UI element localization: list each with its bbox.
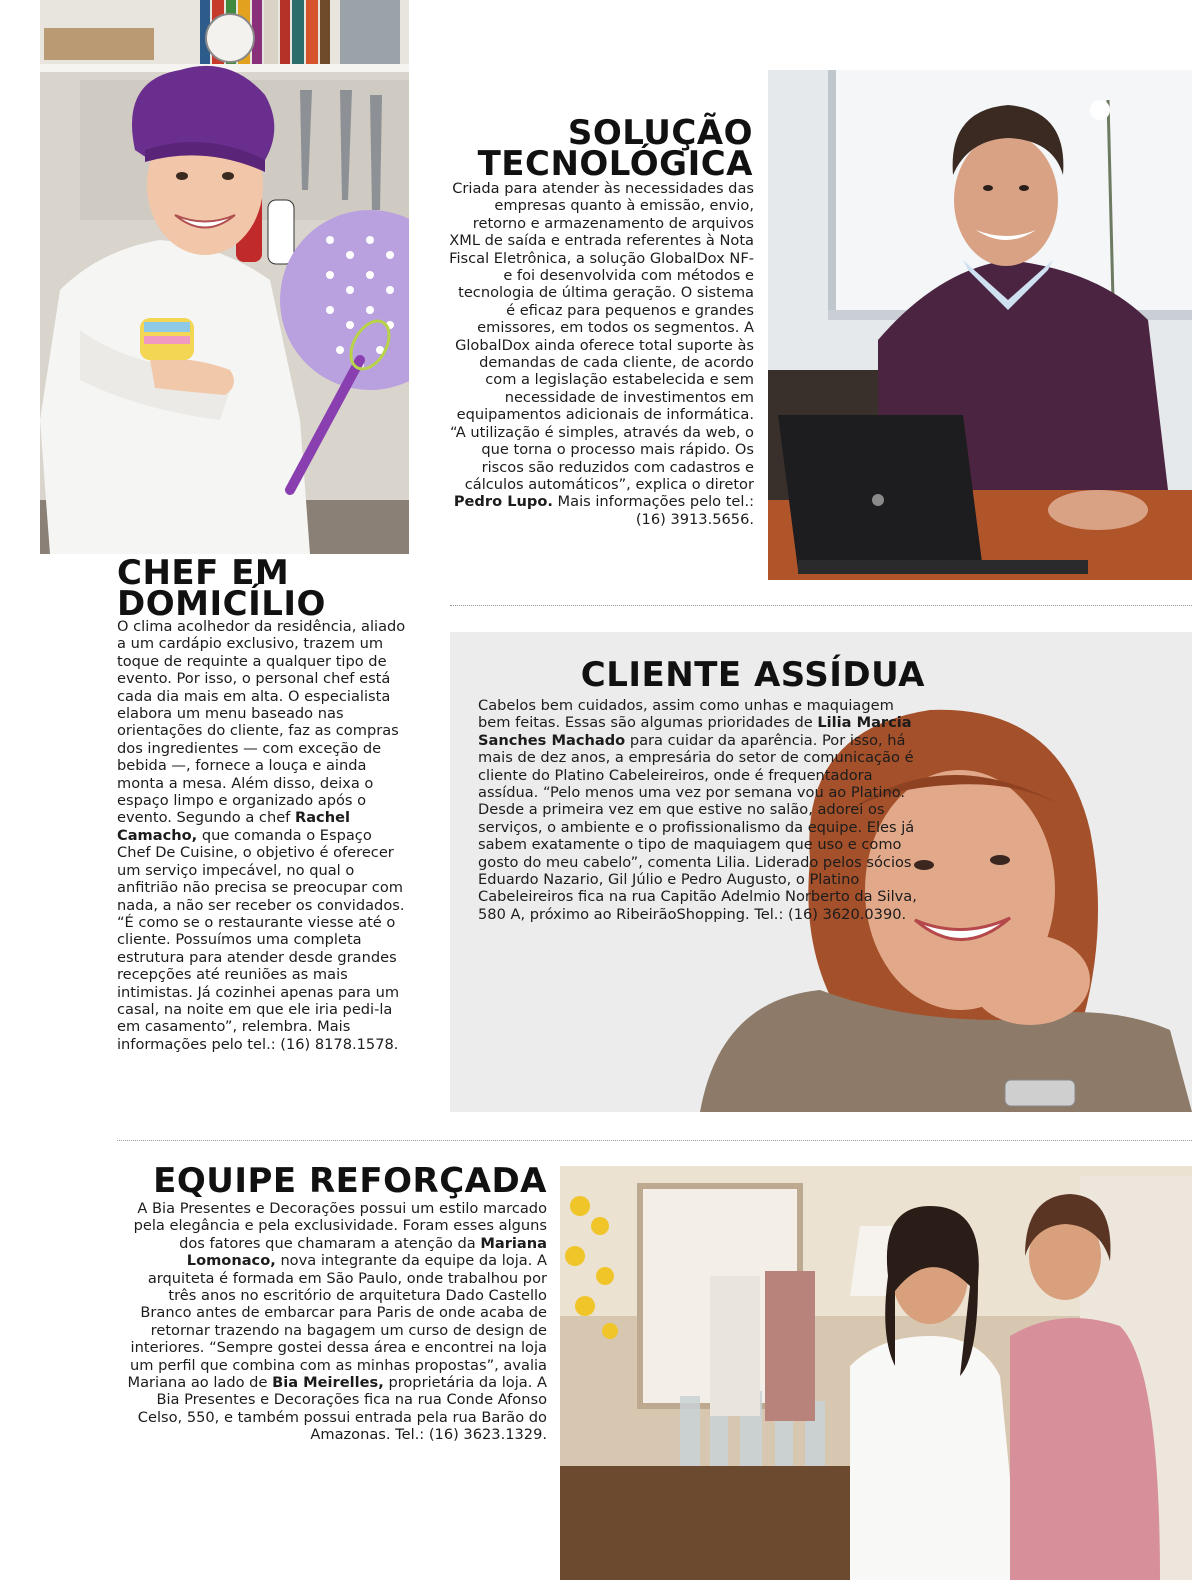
chef-title-line2: DOMICÍLIO bbox=[117, 584, 326, 624]
chef-photo bbox=[40, 0, 409, 554]
cliente-body bbox=[478, 697, 926, 923]
chef-body bbox=[117, 618, 409, 1053]
divider-bottom bbox=[117, 1140, 1192, 1141]
chef-body-text: O clima acolhedor da residência, aliado a um cardápio exclusivo, trazem um toque de requinte a qualquer tipo de evento. Por isso, o personal chef está cada dia mais em alta. O especialista elabora um menu baseado nas orientações do cliente, faz as compras dos ingredientes — com exceção de bebida —, fornece a louça e ainda monta a mesa. Além disso, deixa o espaço limpo e organizado após o evento. Segundo a chef bbox=[117, 618, 406, 827]
equipe-body-text: A Bia Presentes e Decorações possui um estilo marcado pela elegância e pela exclusividade. Foram esses alguns dos fatores que chamaram a atenção da bbox=[133, 1200, 547, 1252]
chef-title-line1: CHEF EM bbox=[117, 553, 290, 593]
solucao-title-line1: SOLUÇÃO bbox=[567, 113, 753, 153]
solucao-headline bbox=[440, 113, 753, 184]
equipe-headline: EQUIPE REFORÇADA bbox=[153, 1161, 547, 1201]
cliente-body-text: Cabelos bem cuidados, assim como unhas e maquiagem bem feitas. Essas são algumas prioridades de bbox=[478, 697, 894, 732]
equipe-body bbox=[117, 1200, 547, 1444]
cliente-headline: CLIENTE ASSÍDUA bbox=[580, 655, 925, 695]
solucao-body bbox=[445, 180, 754, 528]
solucao-contact: Mais informações pelo tel.: (16) 3913.5656. bbox=[557, 493, 754, 528]
solucao-title-line2: TECNOLÓGICA bbox=[477, 144, 753, 184]
chef-person-name: Rachel Camacho, bbox=[117, 809, 350, 844]
solucao-person-name: Pedro Lupo. bbox=[453, 493, 553, 511]
divider-top bbox=[450, 605, 1192, 606]
chef-body-text-end: que comanda o Espaço Chef De Cuisine, o objetivo é oferecer um serviço impecável, no qual o anfitrião não precisa se preocupar com nada, a não ser receber os convidados. “É como se o restaurante viesse até o cliente. Possuímos uma completa estrutura para atender desde grandes recepções até reuniões as mais intimistas. Já cozinhei apenas para um casal, na noite em que ele iria pedi-la em casamento”, relembra. Mais informações pelo tel.: (16) 8178.1578. bbox=[117, 826, 405, 1053]
equipe-person-name-2: Bia Meirelles, bbox=[272, 1374, 384, 1392]
solucao-body-text: Criada para atender às necessidades das empresas quanto à emissão, envio, retorno e armazenamento de arquivos XML de saída e entrada referentes à Nota Fiscal Eletrônica, a solução GlobalDox NF-e foi desenvolvida com métodos e tecnologia de última geração. O sistema é eficaz para pequenos e grandes emissores, em todos os segmentos. A GlobalDox ainda oferece total suporte às demandas de cada cliente, de acordo com a legislação estabelecida e sem necessidade de investimentos em equipamentos adicionais de informática. “A utilização é simples, através da web, o que torna o processo mais rápido. Os riscos são reduzidos com cadastros e cálculos automáticos”, explica o diretor bbox=[449, 180, 754, 493]
equipe-body-text-end: proprietária da loja. A Bia Presentes e Decorações fica na rua Conde Afonso Celso, 550, e também possui entrada pela rua Barão do Amazonas. Tel.: (16) 3623.1329. bbox=[137, 1374, 547, 1444]
cliente-person-name: Lilia Marcia Sanches Machado bbox=[478, 714, 912, 749]
equipe-body-text-middle: nova integrante da equipe da loja. A arquiteta é formada em São Paulo, onde trabalhou por três anos no escritório de arquitetura Dado Castello Branco antes de embarcar para Paris de onde acaba de retornar trazendo na bagagem um curso de design de interiores. “Sempre gostei dessa área e encontrei na loja um perfil que combina com as minhas propostas”, avalia Mariana ao lado de bbox=[127, 1252, 547, 1392]
chef-headline bbox=[117, 553, 417, 624]
pedro-lupo-photo bbox=[768, 70, 1192, 580]
bia-presentes-photo bbox=[560, 1166, 1192, 1580]
equipe-person-name-1: Mariana Lomonaco, bbox=[186, 1234, 547, 1270]
cliente-body-text-end: para cuidar da aparência. Por isso, há mais de dez anos, a empresária do setor de comunicação é cliente do Platino Cabeleireiros, onde é frequentadora assídua. “Pelo menos uma vez por semana vou ao Platino. Desde a primeira vez em que estive no salão, adorei os serviços, o ambiente e o profissionalismo da equipe. Eles já sabem exatamente o tipo de maquiagem que uso e como gosto do meu cabelo”, comenta Lilia. Liderado pelos sócios Eduardo Nazario, Gil Júlio e Pedro Augusto, o Platino Cabeleireiros fica na rua Capitão Adelmio Norberto da Silva, 580 A, próximo ao RibeirãoShopping. Tel.: (16) 3620.0390. bbox=[478, 731, 917, 923]
